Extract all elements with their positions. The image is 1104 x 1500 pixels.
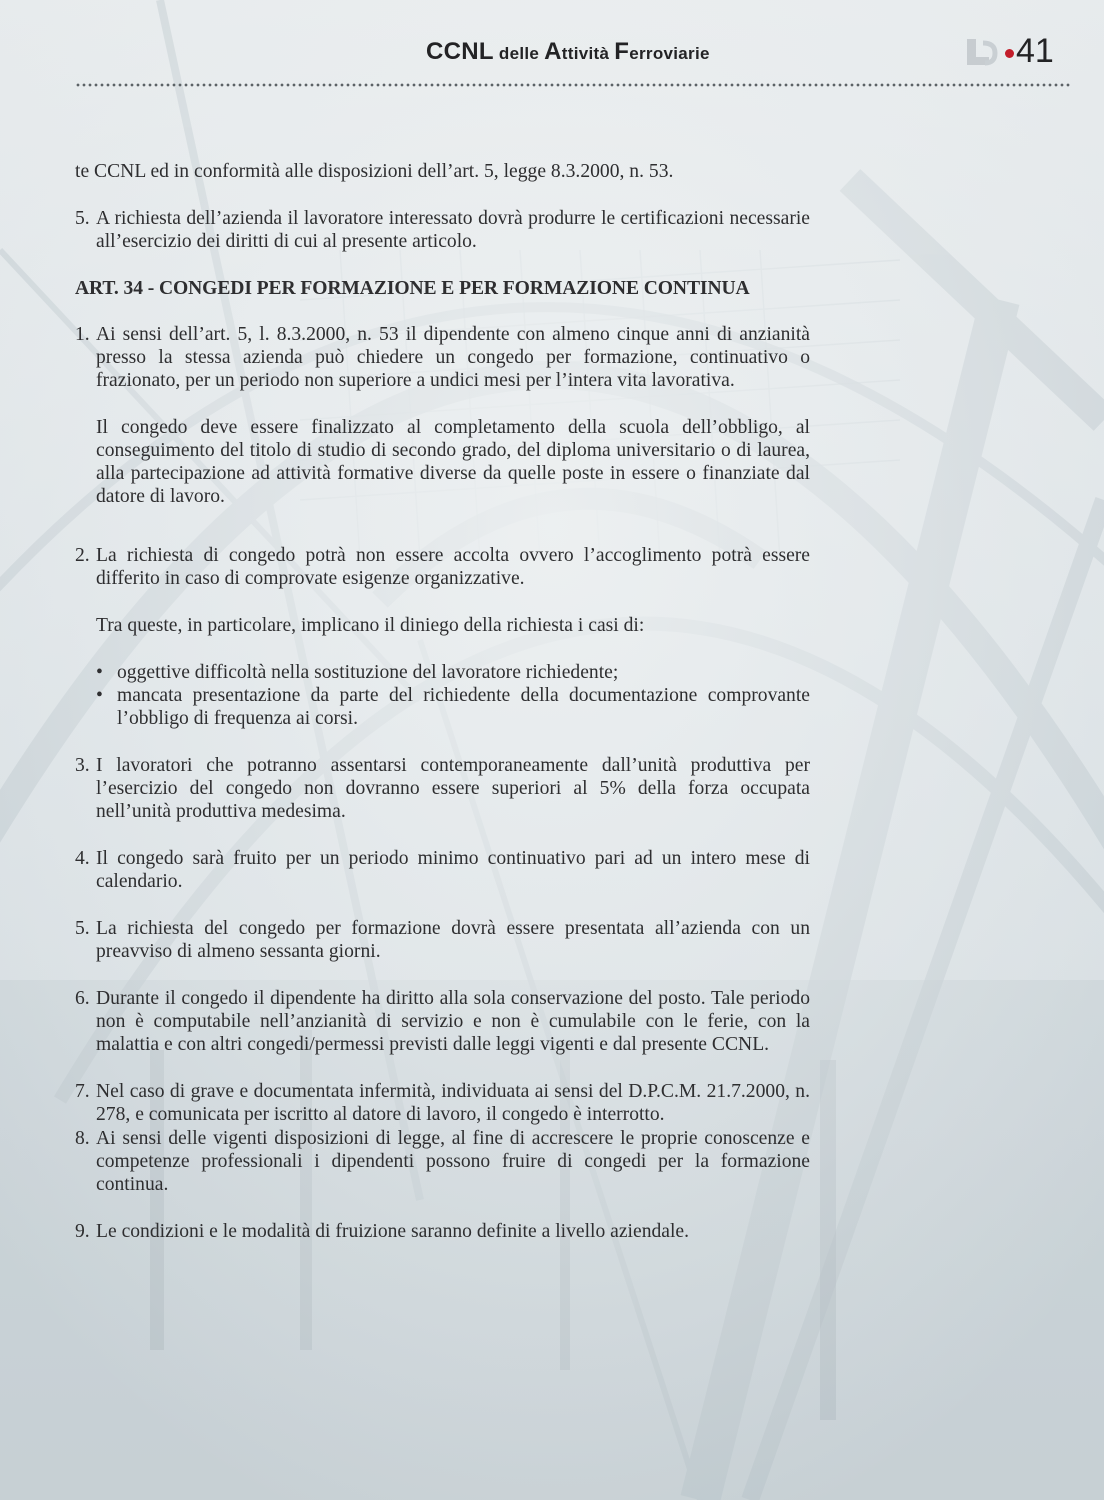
item-number: 4. bbox=[75, 848, 90, 869]
title-a-initial: A bbox=[544, 38, 562, 65]
list-item bbox=[75, 917, 810, 963]
item-text: I lavoratori che potranno assentarsi contemporaneamente dall’unità produttiva per l’esercizio del congedo non dovranno essere superiori al 5% della forza occupata nell’unità produttiva medesima. bbox=[96, 755, 810, 822]
page-number: 41 bbox=[1016, 32, 1054, 70]
document-body bbox=[75, 160, 810, 1267]
list-item bbox=[75, 987, 810, 1056]
item-number: 3. bbox=[75, 755, 90, 776]
title-f-initial: F bbox=[614, 38, 630, 65]
item-text: La richiesta del congedo per formazione dovrà essere presentata all’azienda con un preavviso di almeno sessanta giorni. bbox=[96, 918, 810, 962]
item-text: Il congedo sarà fruito per un periodo minimo continuativo pari ad un intero mese di calendario. bbox=[96, 848, 810, 892]
item-text: Ai sensi delle vigenti disposizioni di legge, al fine di accrescere le proprie conoscenze e competenze professionali i dipendenti possono fruire di congedi per la formazione continua. bbox=[96, 1128, 810, 1195]
list-item bbox=[75, 544, 810, 590]
bullet-list bbox=[96, 661, 810, 730]
item-number: 8. bbox=[75, 1128, 90, 1149]
item-text: Ai sensi dell’art. 5, l. 8.3.2000, n. 53 il dipendente con almeno cinque anni di anzianità presso la stessa azienda può chiedere un congedo per formazione, continuativo o frazionato, per un periodo non superiore a undici mesi per l’intera vita lavorativa. bbox=[96, 324, 810, 391]
list-item bbox=[75, 847, 810, 893]
publisher-logo-icon bbox=[965, 33, 1001, 69]
header-dotted-divider bbox=[75, 82, 1070, 88]
item-text: La richiesta di congedo potrà non essere accolta ovvero l’accoglimento potrà essere differito in caso di comprovate esigenze organizzative. bbox=[96, 545, 810, 589]
list-item bbox=[75, 754, 810, 823]
running-title bbox=[426, 38, 710, 66]
item-number: 2. bbox=[75, 545, 90, 566]
list-item bbox=[75, 1220, 810, 1243]
item-number: 5. bbox=[75, 918, 90, 939]
title-a-rest: ttività bbox=[561, 44, 615, 63]
bullet-item: • mancata presentazione da parte del richiedente della documentazione comprovante l’obbligo di frequenza ai corsi. bbox=[96, 685, 810, 729]
list-item bbox=[75, 1127, 810, 1196]
item-number: 9. bbox=[75, 1221, 90, 1242]
bullet-icon: • bbox=[96, 662, 103, 683]
list-item bbox=[75, 207, 810, 253]
continuation-paragraph: te CCNL ed in conformità alle disposizioni dell’art. 5, legge 8.3.2000, n. 53. bbox=[75, 161, 674, 182]
list-item bbox=[75, 323, 810, 392]
item-paragraph: Tra queste, in particolare, implicano il diniego della richiesta i casi di: bbox=[96, 615, 645, 636]
article-heading: ART. 34 - CONGEDI PER FORMAZIONE E PER FORMAZIONE CONTINUA bbox=[75, 278, 750, 299]
item-number: 5. bbox=[75, 208, 90, 229]
bullet-item: • oggettive difficoltà nella sostituzione del lavoratore richiedente; bbox=[96, 662, 619, 683]
item-number: 7. bbox=[75, 1081, 90, 1102]
item-text: Le condizioni e le modalità di fruizione saranno definite a livello aziendale. bbox=[96, 1221, 690, 1242]
title-f-rest: erroviarie bbox=[629, 44, 710, 63]
item-paragraph: Il congedo deve essere finalizzato al completamento della scuola dell’obbligo, al conseguimento del titolo di studio di secondo grado, del diploma universitario o di laurea, alla partecipazione ad attività formative diverse da quelle poste in essere o finanziate dal datore di lavoro. bbox=[96, 417, 810, 507]
bullet-icon: • bbox=[96, 685, 103, 706]
title-ccnl: CCNL bbox=[426, 38, 494, 65]
item-text: Nel caso di grave e documentata infermità, individuata ai sensi del D.P.C.M. 21.7.2000, n. 278, e comunicata per iscritto al datore di lavoro, il congedo è interrotto. bbox=[96, 1081, 810, 1125]
item-number: 1. bbox=[75, 324, 90, 345]
title-delle: delle bbox=[493, 44, 545, 63]
page-header bbox=[0, 0, 1104, 100]
item-text: Durante il congedo il dipendente ha diritto alla sola conservazione del posto. Tale periodo non è computabile nell’anzianità di servizio e non è cumulabile con le ferie, con la malattia e con altri congedi/permessi previsti dalle leggi vigenti e dal presente CCNL. bbox=[96, 988, 810, 1055]
item-text: A richiesta dell’azienda il lavoratore interessato dovrà produrre le certificazioni necessarie all’esercizio dei diritti di cui al presente articolo. bbox=[96, 208, 810, 252]
list-item bbox=[75, 1080, 810, 1126]
page-number-dot-icon bbox=[1005, 49, 1014, 58]
item-number: 6. bbox=[75, 988, 90, 1009]
